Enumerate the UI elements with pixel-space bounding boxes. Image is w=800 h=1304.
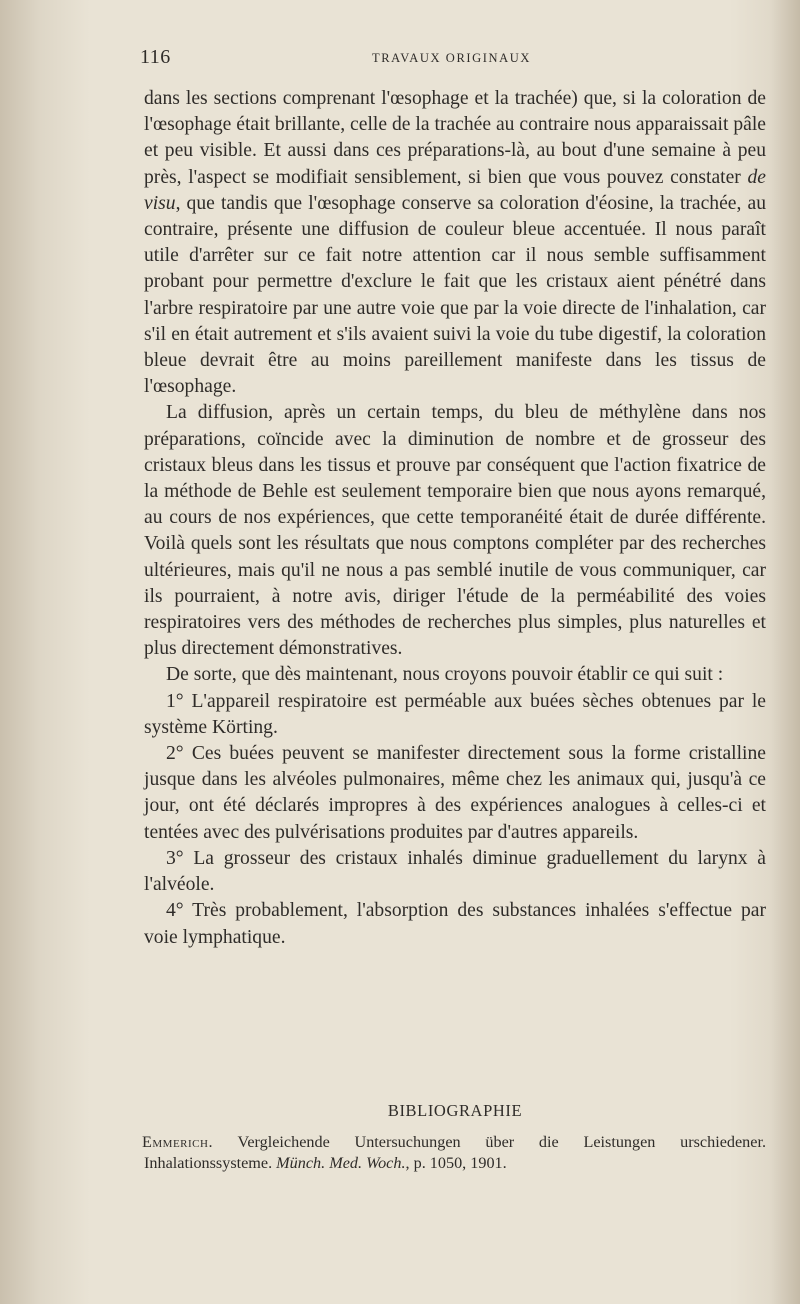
conclusion-item-3: 3° La grosseur des cristaux inhalés diminue graduellement du larynx à l'alvéole. bbox=[144, 847, 766, 896]
page-header bbox=[140, 46, 766, 72]
italic-de-visu: de visu bbox=[144, 166, 766, 214]
bibliography-entry: Emmerich. Vergleichende Untersuchungen über die Leistungen urschiedener. Inhalationssysteme. Münch. Med. Woch., p. 1050, 1901. bbox=[142, 1133, 766, 1172]
paragraph-2: La diffusion, après un certain temps, du bleu de méthylène dans nos préparations, coïncide avec la diminution de nombre et de grosseur des cristaux bleus dans les tissus et prouve par conséquent que l'action fixatrice de la méthode de Behle est seulement temporaire bien que nous ayons remarqué, au cours de nos expériences, que cette temporanéité était de durée différente. Voilà quels sont les résultats que nous comptons compléter par des recherches ultérieures, mais qu'il ne nous a pas semblé inutile de vous communiquer, car ils pourraient, à notre avis, diriger l'étude de la perméabilité des voies respiratoires vers des méthodes de recherches plus simples, plus naturelles et plus directement démonstratives. bbox=[144, 402, 766, 660]
bibliography-heading: BIBLIOGRAPHIE bbox=[387, 1101, 523, 1120]
paragraph-3: De sorte, que dès maintenant, nous croyons pouvoir établir ce qui suit : bbox=[166, 664, 724, 686]
bib-journal: Münch. Med. Woch. bbox=[276, 1153, 406, 1172]
conclusion-item-2: 2° Ces buées peuvent se manifester directement sous la forme cristalline jusque dans les alvéoles pulmonaires, même chez les animaux qui, jusqu'à ce jour, ont été déclarés impropres à des expériences analogues à celles-ci et tentées avec des pulvérisations produites par d'autres appareils. bbox=[144, 743, 766, 843]
running-head: TRAVAUX ORIGINAUX bbox=[372, 51, 532, 65]
paragraph-1: dans les sections comprenant l'œsophage et la trachée) que, si la coloration de l'œsophage était brillante, celle de la trachée au contraire nous apparaissait pâle et peu visible. Et aussi dans ces préparations-là, au bout d'une semaine à peu près, l'aspect se modifiait sensiblement, si bien que vous pouvez constater de visu, que tandis que l'œsophage conserve sa coloration d'éosine, la trachée, au contraire, présente une diffusion de couleur bleue accentuée. Il nous paraît utile d'arrêter sur ce fait notre attention car il nous semble suffisamment probant pour permettre d'exclure le fait que les cristaux aient pénétré dans l'arbre respiratoire par une autre voie que par la voie directe de l'inhalation, car s'il en était autrement et s'ils avaient suivi la voie du tube digestif, la coloration bleue devrait être au moins pareillement manifeste dans les tissus de l'œsophage. bbox=[144, 88, 766, 398]
body-text bbox=[144, 86, 766, 951]
bib-author: Emmerich. bbox=[142, 1133, 213, 1151]
conclusion-item-1: 1° L'appareil respiratoire est perméable aux buées sèches obtenues par le système Körting. bbox=[144, 690, 766, 738]
conclusion-item-4: 4° Très probablement, l'absorption des substances inhalées s'effectue par voie lymphatique. bbox=[144, 900, 766, 948]
page-number: 116 bbox=[140, 46, 171, 68]
